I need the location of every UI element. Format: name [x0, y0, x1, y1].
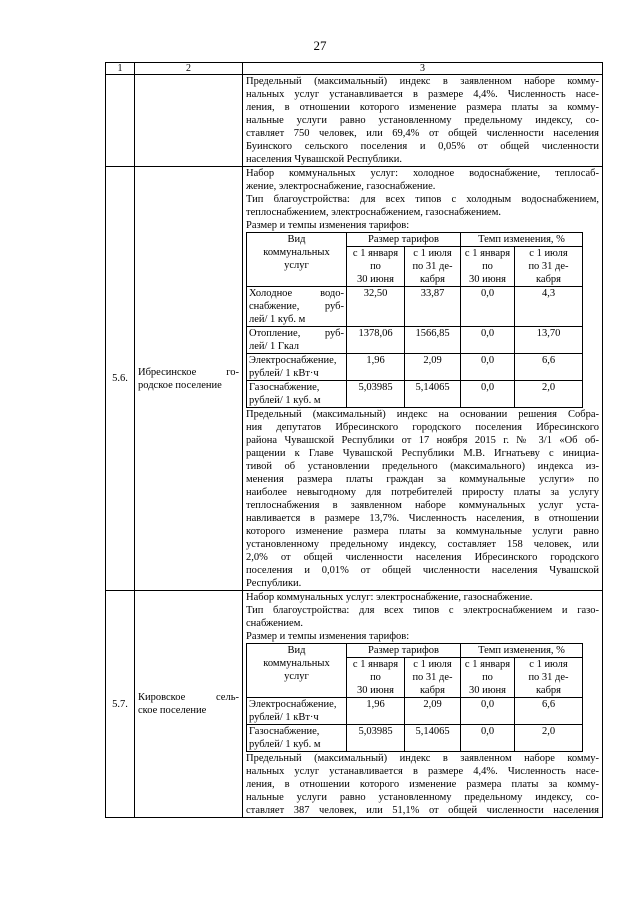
rate-value: 13,70: [515, 327, 583, 354]
page-number: 27: [313, 38, 327, 53]
settlements-table: [105, 62, 603, 818]
rate-value: 0,0: [461, 381, 515, 408]
tariff-value: 32,50: [347, 287, 405, 327]
column-number-1: 1: [106, 63, 135, 75]
service-cell: Газоснабжение, рублей/ 1 куб. м: [247, 725, 347, 752]
tariff-value: 5,03985: [347, 381, 405, 408]
column-numbers-row: [106, 63, 603, 75]
tariff-table: [246, 643, 583, 752]
rate-value: 0,0: [461, 698, 515, 725]
tariff-row: [247, 381, 583, 408]
continued-paragraph: Предельный (максимальный) индекс в заявленном наборе комму- нальных услуг устанавливается в размере 4,4%. Численность насе- ления, в отношении которого изменение размера платы за комму- нальные услуги равно установленному предельному индексу, со- ставляет 750 человек, или 69,4% от общей численности населения Буинского сельского поселения и 0,05% от общей численности населения Чувашской Республики.: [246, 76, 599, 165]
tariff-size-header: Размер тарифов: [347, 233, 461, 247]
outro-paragraph: Предельный (максимальный) индекс в заявленном наборе комму- нальных услуг устанавливается в размере 4,4%. Численность насе- ления, в отношении которого изменение размера платы за комму- нальные услуги равно установленному предельному индексу, со- ставляет 387 человек, или 51,1% от общей численности населения: [246, 753, 599, 816]
change-rate-header: Темп изменения, %: [461, 644, 583, 658]
tariff-row: [247, 327, 583, 354]
tariff-table: [246, 232, 583, 408]
rate-value: 2,0: [515, 381, 583, 408]
row-content: [243, 591, 603, 818]
tariff-row: [247, 725, 583, 752]
outro-paragraph: Предельный (максимальный) индекс на основании решения Собра- ния депутатов Ибресинского городского поселения Ибресинского района Чувашской Республики от 17 ноября 2015 г. № 3/1 «Об об- ращении к Главе Чувашской Республики М.В. Игнатьеву с инициа- тивой об установлении предельного (максимального) индекса из- менения размера платы граждан за коммунальные услуги» по наиболее невыгодному для потребителей приросту платы за услугу теплоснабжения в заявленном наборе коммунальных услуг уста- навливается в размере 13,7%. Численность населения, в отношении которого изменение размера платы за коммунальные услуги равно установленному предельному индексу, составляет 158 человек, или 2,0% от общей численности населения Ибресинского городского поселения и 0,01% от общей численности населения Чувашской Республики.: [246, 409, 599, 589]
tariff-value: 1378,06: [347, 327, 405, 354]
rate-value: 0,0: [461, 354, 515, 381]
service-cell: Отопление, руб- лей/ 1 Гкал: [247, 327, 347, 354]
tariff-value: 1,96: [347, 354, 405, 381]
intro-paragraph: Набор коммунальных услуг: электроснабжение, газоснабжение. Тип благоустройства: для всех типов с электроснабжением и газо- снабжением. Размер и темпы изменения тарифов:: [246, 592, 599, 642]
rate-value: 2,0: [515, 725, 583, 752]
period-header: с 1 января по 30 июня: [461, 247, 515, 287]
column-number-2: 2: [135, 63, 243, 75]
tariff-value: 5,14065: [405, 725, 461, 752]
column-number-3: 3: [243, 63, 603, 75]
period-header: с 1 января по 30 июня: [347, 247, 405, 287]
period-header: с 1 июля по 31 де- кабря: [405, 658, 461, 698]
rate-value: 6,6: [515, 698, 583, 725]
period-header: с 1 января по 30 июня: [461, 658, 515, 698]
tariff-row: [247, 698, 583, 725]
settlement-name: Кировское сель- ское поселение: [135, 591, 243, 818]
rate-value: 0,0: [461, 327, 515, 354]
tariff-value: 5,14065: [405, 381, 461, 408]
tariff-size-header: Размер тарифов: [347, 644, 461, 658]
row-content: [243, 167, 603, 591]
rate-value: 0,0: [461, 725, 515, 752]
tariff-row: [247, 287, 583, 327]
row-number: 5.6.: [106, 167, 135, 591]
tariff-row: [247, 354, 583, 381]
settlement-name: Ибресинское го- родское поселение: [135, 167, 243, 591]
service-cell: Электроснабжение, рублей/ 1 кВт·ч: [247, 354, 347, 381]
service-type-header: Вид коммунальных услуг: [247, 233, 347, 287]
tariff-value: 5,03985: [347, 725, 405, 752]
rate-value: 4,3: [515, 287, 583, 327]
continued-row: [106, 75, 603, 167]
service-type-header: Вид коммунальных услуг: [247, 644, 347, 698]
rate-value: 6,6: [515, 354, 583, 381]
rate-value: 0,0: [461, 287, 515, 327]
service-cell: Холодное водо- снабжение, руб- лей/ 1 куб. м: [247, 287, 347, 327]
service-cell: Газоснабжение, рублей/ 1 куб. м: [247, 381, 347, 408]
period-header: с 1 января по 30 июня: [347, 658, 405, 698]
service-cell: Электроснабжение, рублей/ 1 кВт·ч: [247, 698, 347, 725]
tariff-value: 1,96: [347, 698, 405, 725]
change-rate-header: Темп изменения, %: [461, 233, 583, 247]
tariff-value: 1566,85: [405, 327, 461, 354]
period-header: с 1 июля по 31 де- кабря: [515, 247, 583, 287]
row-5-7: [106, 591, 603, 818]
row-5-6: [106, 167, 603, 591]
tariff-value: 2,09: [405, 698, 461, 725]
intro-paragraph: Набор коммунальных услуг: холодное водоснабжение, теплосаб- жение, электроснабжение, газоснабжение. Тип благоустройства: для всех типов с холодным водоснабжением, теплоснабжением, электроснабжением, газоснабжением. Размер и темпы изменения тарифов:: [246, 168, 599, 231]
period-header: с 1 июля по 31 де- кабря: [405, 247, 461, 287]
tariff-value: 2,09: [405, 354, 461, 381]
period-header: с 1 июля по 31 де- кабря: [515, 658, 583, 698]
row-number: 5.7.: [106, 591, 135, 818]
tariff-value: 33,87: [405, 287, 461, 327]
